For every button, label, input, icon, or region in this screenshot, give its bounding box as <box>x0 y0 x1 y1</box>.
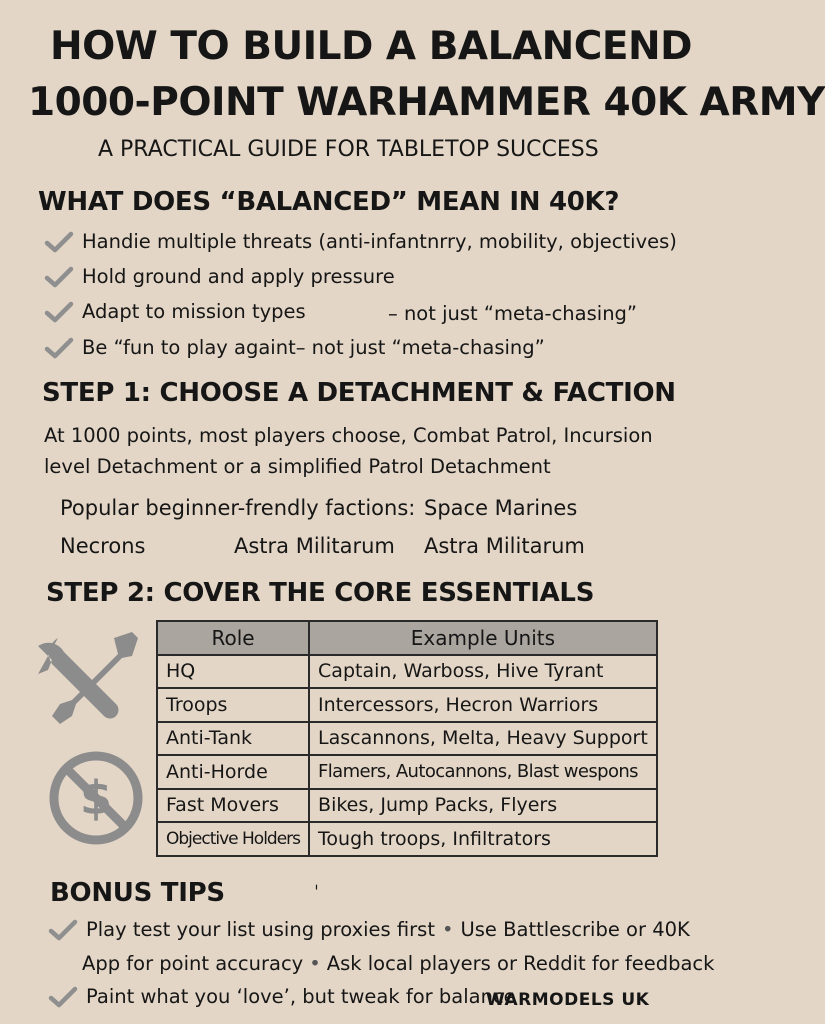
bullet: • <box>309 952 321 975</box>
table-cell-units: Flamers, Autocannons, Blast wespons <box>309 755 657 789</box>
bonus-tip-text: Ask local players or Reddit for feedback <box>326 952 715 975</box>
balanced-item-text: Be “fun to play againt– not just “meta-chasing” <box>82 336 545 359</box>
bonus-line-2 <box>82 952 714 975</box>
stray-mark: ˈ <box>314 882 319 903</box>
table-cell-role: HQ <box>157 655 309 689</box>
bonus-line-3 <box>48 985 516 1008</box>
faction-item: Astra Militarum <box>234 534 395 558</box>
table-row <box>157 655 657 689</box>
table-cell-units: Intercessors, Hecron Warriors <box>309 688 657 722</box>
balanced-item <box>44 336 545 359</box>
title-line-2: 1000-POINT WARHAMMER 40K ARMY <box>28 80 825 125</box>
balanced-item-text: Adapt to mission types <box>82 300 306 323</box>
step2-heading: STEP 2: COVER THE CORE ESSENTIALS <box>46 578 595 608</box>
table-header-row <box>157 621 657 655</box>
bonus-tip-text: App for point accuracy <box>82 952 304 975</box>
table-row <box>157 822 657 856</box>
check-icon <box>48 986 78 1008</box>
check-icon <box>44 266 74 288</box>
faction-item: Space Marines <box>424 496 578 520</box>
bonus-tip-text: Paint what you ‘love’, but tweak for balance <box>86 985 516 1008</box>
bullet: • <box>441 918 454 941</box>
balanced-heading: WHAT DOES “BALANCED” MEAN IN 40K? <box>38 187 620 217</box>
table-cell-units: Tough troops, Infiltrators <box>309 822 657 856</box>
table-row <box>157 789 657 823</box>
balanced-item <box>44 300 306 323</box>
brand-label: WARMODELS UK <box>486 990 650 1010</box>
table-row <box>157 722 657 756</box>
no-money-icon <box>48 750 144 850</box>
check-icon <box>48 919 78 941</box>
table-row <box>157 755 657 789</box>
faction-item: Astra Militarum <box>424 534 585 558</box>
balanced-item <box>44 230 677 253</box>
factions-label: Popular beginner-frendly factions: <box>60 496 416 520</box>
table-cell-role: Fast Movers <box>157 789 309 823</box>
table-cell-units: Captain, Warboss, Hive Tyrant <box>309 655 657 689</box>
table-cell-units: Lascannons, Melta, Heavy Support <box>309 722 657 756</box>
bonus-tip-text: Play test your list using proxies first <box>86 918 435 941</box>
balanced-item <box>44 265 395 288</box>
svg-text:$: $ <box>79 771 113 825</box>
subtitle: A PRACTICAL GUIDE FOR TABLETOP SUCCESS <box>98 137 599 162</box>
table-cell-role: Anti-Tank <box>157 722 309 756</box>
table-cell-role: Anti-Horde <box>157 755 309 789</box>
table-cell-role: Troops <box>157 688 309 722</box>
bonus-heading: BONUS TIPS <box>50 878 225 908</box>
table-cell-units: Bikes, Jump Packs, Flyers <box>309 789 657 823</box>
balanced-item-text: Hold ground and apply pressure <box>82 265 395 288</box>
bonus-tip-text: Use Battlescribe or 40K <box>460 918 690 941</box>
wrench-screwdriver-icon <box>40 628 144 730</box>
title-line-1: HOW TO BUILD A BALANCEND <box>50 24 693 69</box>
step1-body-line-1: At 1000 points, most players choose, Combat Patrol, Incursion <box>44 424 653 447</box>
table-cell-role: Objective Holders <box>157 822 309 856</box>
balanced-item-3-extra: – not just “meta-chasing” <box>388 302 638 325</box>
check-icon <box>44 231 74 253</box>
bonus-line-1 <box>48 918 690 941</box>
roles-table <box>156 620 658 857</box>
table-row <box>157 688 657 722</box>
table-header: Role <box>157 621 309 655</box>
table-header: Example Units <box>309 621 657 655</box>
step1-body-line-2: level Detachment or a simplified Patrol Detachment <box>44 455 551 478</box>
check-icon <box>44 301 74 323</box>
check-icon <box>44 337 74 359</box>
step1-heading: STEP 1: CHOOSE A DETACHMENT & FACTION <box>42 378 676 408</box>
faction-item: Necrons <box>60 534 146 558</box>
balanced-item-text: Handie multiple threats (anti-infantnrry, mobility, objectives) <box>82 230 677 253</box>
